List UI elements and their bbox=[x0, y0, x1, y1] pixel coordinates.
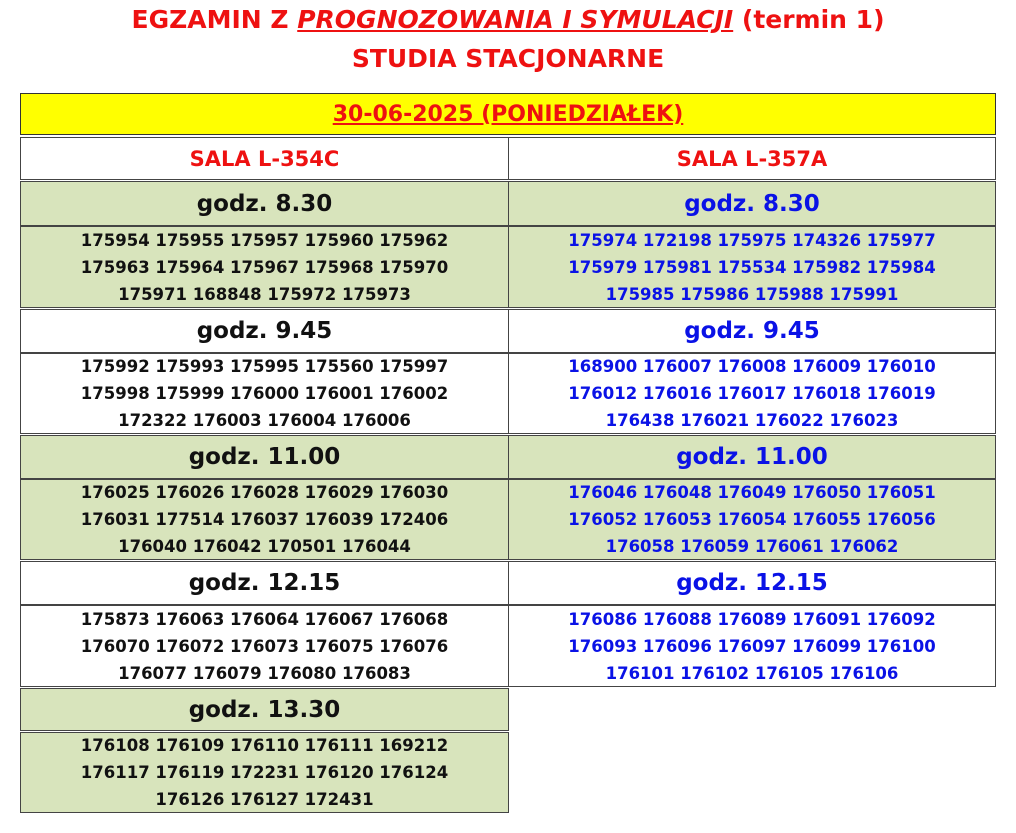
student-ids-row: 176031 177514 176037 176039 172406 bbox=[80, 510, 449, 529]
student-ids-left bbox=[20, 479, 509, 560]
student-ids-row: 176126 176127 172431 bbox=[155, 790, 374, 809]
student-ids-row: 175998 175999 176000 176001 176002 bbox=[80, 384, 449, 403]
slot-hour-right: godz. 12.15 bbox=[508, 561, 996, 605]
student-ids-row: 176438 176021 176022 176023 bbox=[605, 411, 899, 430]
student-ids-row: 176108 176109 176110 176111 169212 bbox=[80, 736, 449, 755]
student-ids-row: 176086 176088 176089 176091 176092 bbox=[568, 609, 936, 629]
student-ids-left bbox=[20, 353, 509, 434]
student-ids-row: 176117 176119 172231 176120 176124 bbox=[80, 763, 449, 782]
title-suffix: (termin 1) bbox=[733, 5, 885, 34]
slot-hour-left: godz. 8.30 bbox=[20, 181, 509, 226]
title-subject: PROGNOZOWANIA I SYMULACJI bbox=[297, 5, 734, 34]
room-right-label: SALA L-357A bbox=[676, 146, 828, 171]
slot-hour-right: godz. 11.00 bbox=[508, 435, 996, 479]
student-ids-row: 175963 175964 175967 175968 175970 bbox=[80, 257, 449, 277]
student-ids-row: 175985 175986 175988 175991 bbox=[605, 284, 899, 304]
student-ids-row: 175954 175955 175957 175960 175962 bbox=[80, 230, 449, 250]
student-ids-row: 176046 176048 176049 176050 176051 bbox=[568, 483, 936, 502]
student-ids-left bbox=[20, 605, 509, 687]
student-ids-row: 176040 176042 170501 176044 bbox=[118, 537, 411, 556]
student-ids-row: 176093 176096 176097 176099 176100 bbox=[568, 636, 936, 656]
student-ids-row: 168900 176007 176008 176009 176010 bbox=[568, 357, 936, 376]
title-prefix: EGZAMIN Z bbox=[131, 5, 298, 34]
student-ids-left bbox=[20, 226, 509, 308]
student-ids-right bbox=[508, 353, 996, 434]
student-ids-right bbox=[508, 479, 996, 560]
student-ids-left bbox=[20, 732, 509, 813]
exam-date: 30-06-2025 (PONIEDZIAŁEK) bbox=[332, 101, 684, 127]
student-ids-row: 176058 176059 176061 176062 bbox=[605, 537, 899, 556]
slot-hour-right: godz. 8.30 bbox=[508, 181, 996, 226]
student-ids-row: 176052 176053 176054 176055 176056 bbox=[568, 510, 936, 529]
student-ids-row: 175971 168848 175972 175973 bbox=[118, 284, 411, 304]
room-left-label: SALA L-354C bbox=[189, 146, 340, 171]
slot-hour-left: godz. 9.45 bbox=[20, 309, 509, 353]
exam-title bbox=[0, 5, 1016, 35]
student-ids-row: 175992 175993 175995 175560 175997 bbox=[80, 357, 449, 376]
student-ids-right bbox=[508, 226, 996, 308]
student-ids-right bbox=[508, 605, 996, 687]
student-ids-row: 175873 176063 176064 176067 176068 bbox=[80, 609, 449, 629]
student-ids-row: 175974 172198 175975 174326 175977 bbox=[568, 230, 936, 250]
student-ids-row: 176101 176102 176105 176106 bbox=[605, 663, 899, 683]
student-ids-row: 176025 176026 176028 176029 176030 bbox=[80, 483, 449, 502]
student-ids-row: 172322 176003 176004 176006 bbox=[118, 411, 411, 430]
slot-hour-right: godz. 9.45 bbox=[508, 309, 996, 353]
room-left-header bbox=[20, 137, 509, 180]
student-ids-row: 176077 176079 176080 176083 bbox=[118, 663, 411, 683]
slot-hour-left: godz. 11.00 bbox=[20, 435, 509, 479]
student-ids-row: 175979 175981 175534 175982 175984 bbox=[568, 257, 936, 277]
slot-hour-left: godz. 12.15 bbox=[20, 561, 509, 605]
slot-hour-left: godz. 13.30 bbox=[20, 688, 509, 731]
exam-date-bar bbox=[20, 93, 996, 135]
room-right-header bbox=[508, 137, 996, 180]
study-mode-title: STUDIA STACJONARNE bbox=[351, 44, 665, 73]
student-ids-row: 176012 176016 176017 176018 176019 bbox=[568, 384, 936, 403]
student-ids-row: 176070 176072 176073 176075 176076 bbox=[80, 636, 449, 656]
